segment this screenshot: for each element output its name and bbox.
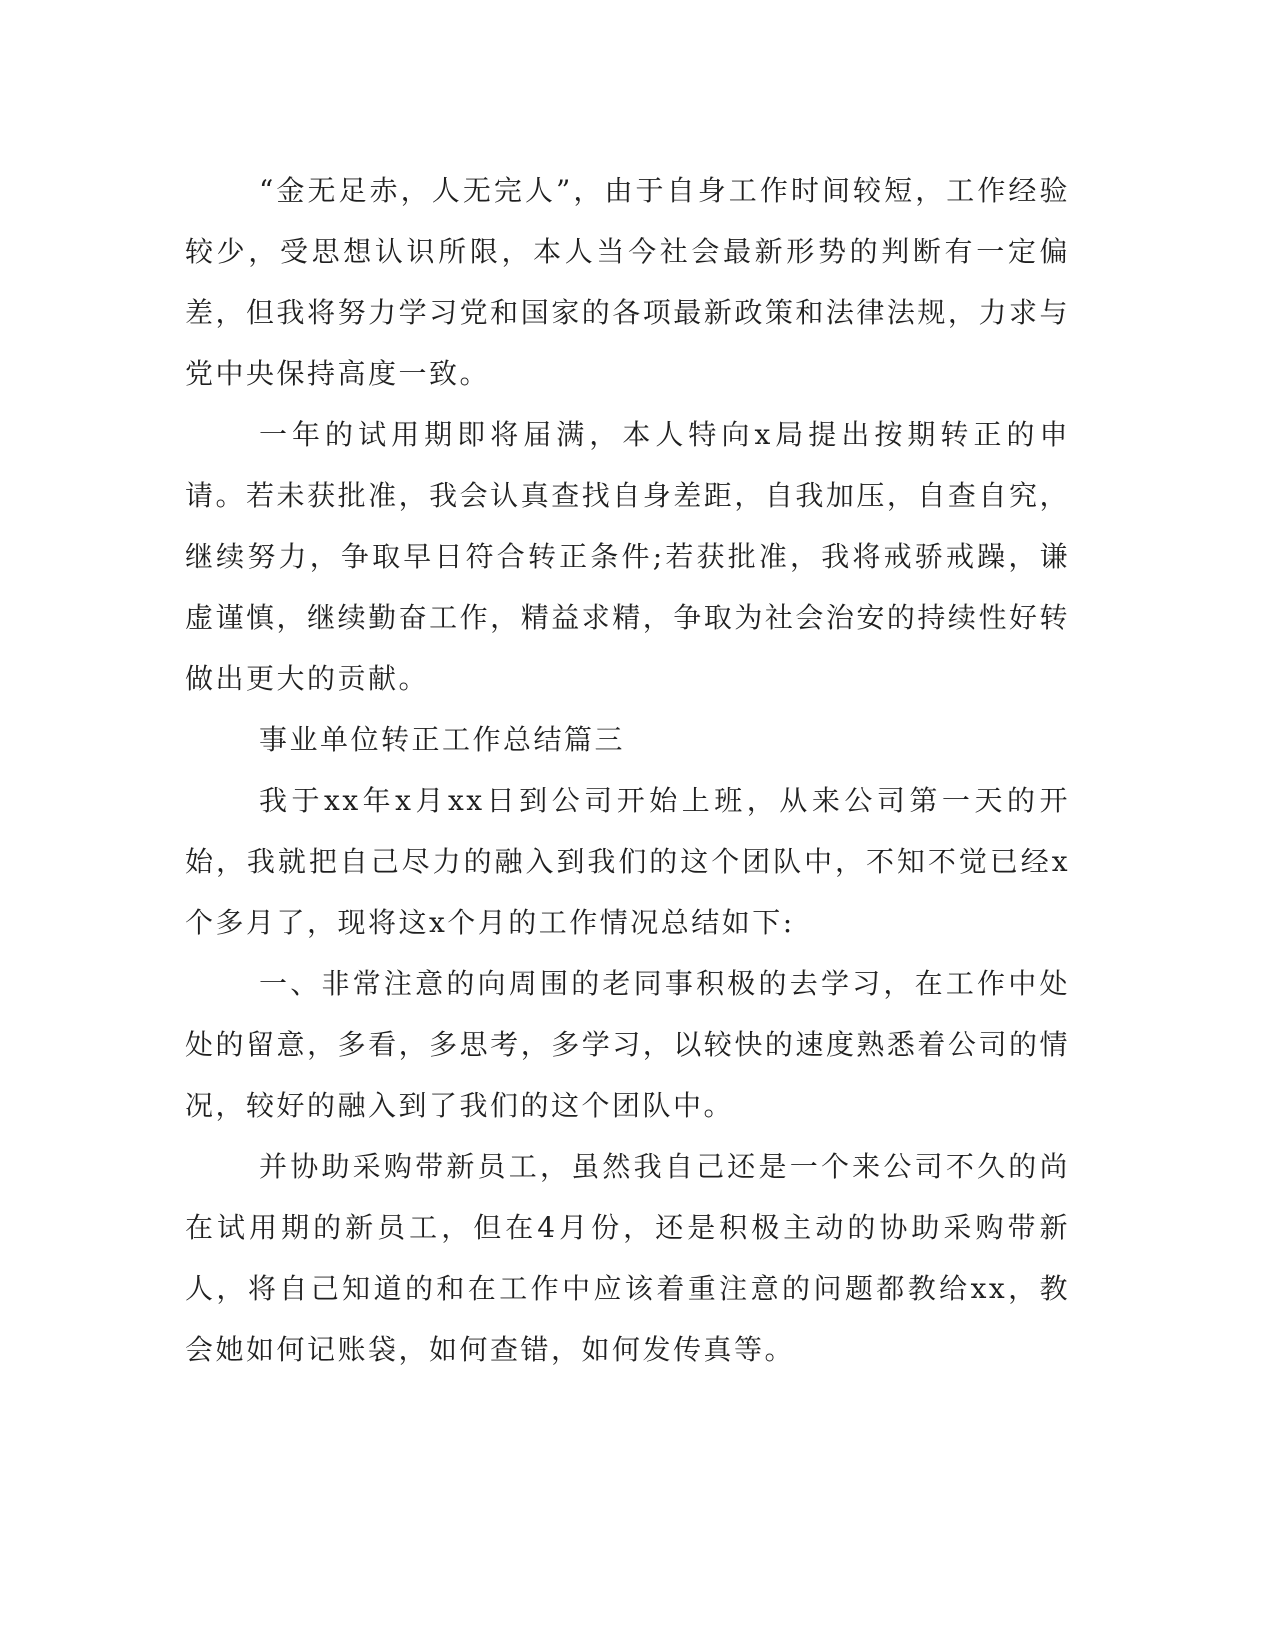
paragraph-learning: 一、非常注意的向周围的老同事积极的去学习，在工作中处处的留意，多看，多思考，多学习，以较快的速度熟悉着公司的情况，较好的融入到了我们的这个团队中。 xyxy=(185,967,1070,1122)
paragraph-assist-procurement: 并协助采购带新员工，虽然我自己还是一个来公司不久的尚在试用期的新员工，但在4月份，还是积极主动的协助采购带新人，将自己知道的和在工作中应该着重注意的问题都教给xx，教会她如何记账袋，如何查错，如何发传真等。 xyxy=(185,1150,1070,1366)
paragraph-imperfection: “金无足赤，人无完人”，由于自身工作时间较短，工作经验较少，受思想认识所限，本人当今社会最新形势的判断有一定偏差，但我将努力学习党和国家的各项最新政策和法律法规，力求与党中央保持高度一致。 xyxy=(185,174,1070,390)
paragraph-start-work: 我于xx年x月xx日到公司开始上班，从来公司第一天的开始，我就把自己尽力的融入到我们的这个团队中，不知不觉已经x个多月了，现将这x个月的工作情况总结如下: xyxy=(185,784,1070,939)
paragraph-probation-application: 一年的试用期即将届满，本人特向x局提出按期转正的申请。若未获批准，我会认真查找自身差距，自我加压，自查自究，继续努力，争取早日符合转正条件;若获批准，我将戒骄戒躁，谦虚谨慎，继续勤奋工作，精益求精，争取为社会治安的持续性好转做出更大的贡献。 xyxy=(185,418,1070,695)
section-heading: 事业单位转正工作总结篇三 xyxy=(259,723,626,756)
document-body xyxy=(185,160,1070,1380)
